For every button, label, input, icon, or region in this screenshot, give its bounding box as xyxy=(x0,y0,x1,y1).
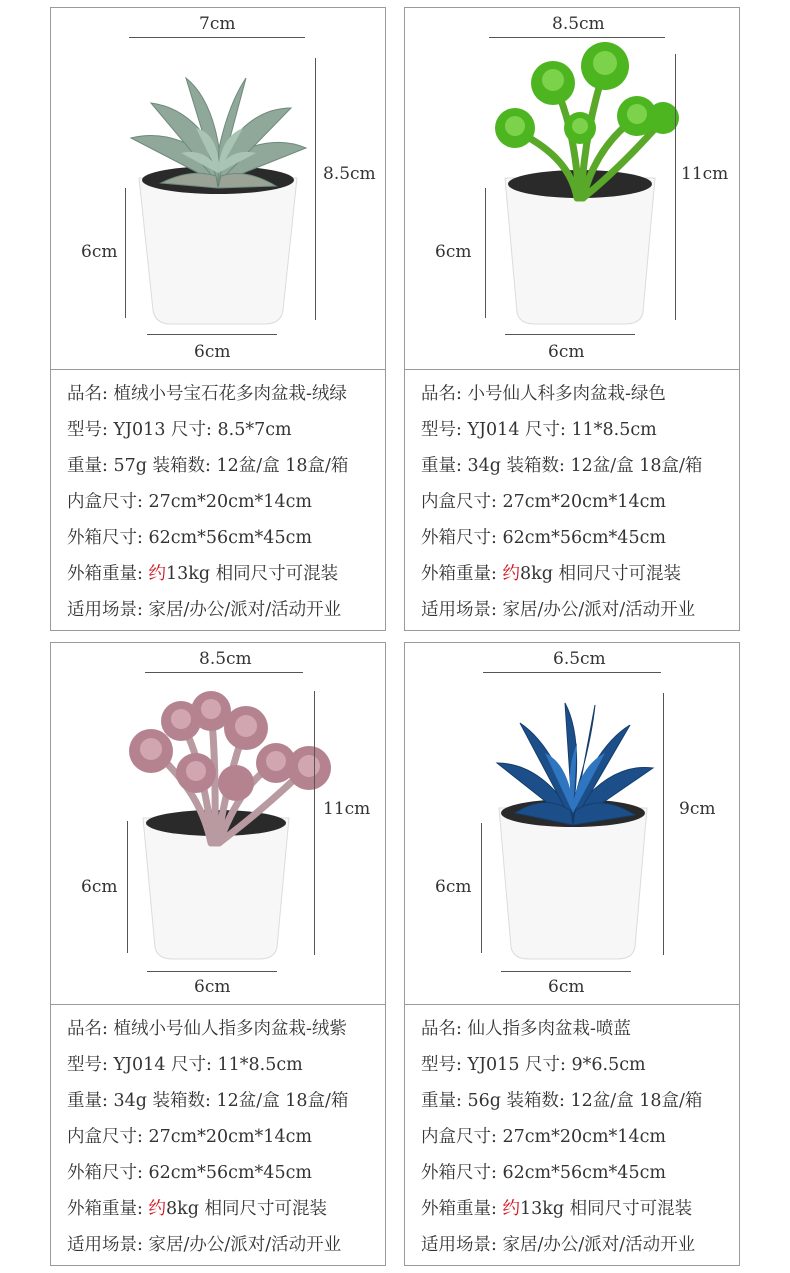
spec-name: 品名: 植绒小号仙人指多肉盆栽-绒紫 xyxy=(67,1019,347,1039)
dimension-line-bottom xyxy=(501,971,631,972)
dimension-right: 11cm xyxy=(323,799,371,819)
spec-inner-box: 内盒尺寸: 27cm*20cm*14cm xyxy=(67,492,312,512)
dimension-line-left xyxy=(125,188,126,318)
dimension-bottom: 6cm xyxy=(548,977,585,997)
plant-image-purple-succulent xyxy=(51,643,387,1004)
spec-list xyxy=(405,1005,739,1265)
spec-list xyxy=(51,370,385,630)
dimension-top: 6.5cm xyxy=(553,649,606,669)
dimension-right: 8.5cm xyxy=(323,164,376,184)
dimension-line-top xyxy=(129,37,305,38)
dimension-top: 8.5cm xyxy=(199,649,252,669)
product-card-4 xyxy=(404,642,740,1266)
approx-highlight: 约 xyxy=(148,1199,166,1219)
approx-highlight: 约 xyxy=(502,564,520,584)
plant-image-green-succulent xyxy=(405,8,741,369)
product-card-2 xyxy=(404,7,740,631)
product-photo xyxy=(51,8,385,370)
spec-name: 品名: 仙人指多肉盆栽-喷蓝 xyxy=(421,1019,631,1039)
spec-outer-box: 外箱尺寸: 62cm*56cm*45cm xyxy=(421,528,666,548)
spec-scene: 适用场景: 家居/办公/派对/活动开业 xyxy=(67,600,342,620)
spec-inner-box: 内盒尺寸: 27cm*20cm*14cm xyxy=(421,492,666,512)
dimension-bottom: 6cm xyxy=(548,342,585,362)
dimension-top: 7cm xyxy=(199,14,236,34)
dimension-line-right xyxy=(675,54,676,320)
spec-weight: 重量: 57g 装箱数: 12盆/盒 18盒/箱 xyxy=(67,456,349,476)
spec-scene: 适用场景: 家居/办公/派对/活动开业 xyxy=(67,1235,342,1255)
dimension-left: 6cm xyxy=(435,877,472,897)
approx-highlight: 约 xyxy=(148,564,166,584)
spec-inner-box: 内盒尺寸: 27cm*20cm*14cm xyxy=(421,1127,666,1147)
spec-outer-weight: 外箱重量: 约13kg 相同尺寸可混装 xyxy=(421,1199,693,1219)
spec-model: 型号: YJ014 尺寸: 11*8.5cm xyxy=(67,1055,303,1075)
spec-weight: 重量: 34g 装箱数: 12盆/盒 18盒/箱 xyxy=(67,1091,349,1111)
product-photo xyxy=(51,643,385,1005)
spec-weight: 重量: 56g 装箱数: 12盆/盒 18盒/箱 xyxy=(421,1091,703,1111)
spec-scene: 适用场景: 家居/办公/派对/活动开业 xyxy=(421,600,696,620)
product-card-3 xyxy=(50,642,386,1266)
dimension-left: 6cm xyxy=(81,877,118,897)
spec-weight: 重量: 34g 装箱数: 12盆/盒 18盒/箱 xyxy=(421,456,703,476)
dimension-line-left xyxy=(481,823,482,953)
spec-inner-box: 内盒尺寸: 27cm*20cm*14cm xyxy=(67,1127,312,1147)
spec-outer-weight: 外箱重量: 约8kg 相同尺寸可混装 xyxy=(421,564,682,584)
dimension-bottom: 6cm xyxy=(194,977,231,997)
spec-outer-box: 外箱尺寸: 62cm*56cm*45cm xyxy=(67,528,312,548)
spec-outer-box: 外箱尺寸: 62cm*56cm*45cm xyxy=(421,1163,666,1183)
dimension-right: 11cm xyxy=(681,164,729,184)
dimension-line-left xyxy=(127,821,128,953)
dimension-line-right xyxy=(663,693,664,955)
plant-image-blue-succulent xyxy=(405,643,741,1004)
dimension-left: 6cm xyxy=(435,242,472,262)
dimension-line-top xyxy=(489,37,665,38)
plant-image-green-echeveria xyxy=(51,8,387,369)
spec-name: 品名: 小号仙人科多肉盆栽-绿色 xyxy=(421,384,666,404)
product-photo xyxy=(405,8,739,370)
dimension-line-bottom xyxy=(147,971,277,972)
spec-model: 型号: YJ014 尺寸: 11*8.5cm xyxy=(421,420,657,440)
spec-scene: 适用场景: 家居/办公/派对/活动开业 xyxy=(421,1235,696,1255)
dimension-line-bottom xyxy=(505,334,635,335)
spec-name: 品名: 植绒小号宝石花多肉盆栽-绒绿 xyxy=(67,384,347,404)
spec-model: 型号: YJ015 尺寸: 9*6.5cm xyxy=(421,1055,646,1075)
dimension-bottom: 6cm xyxy=(194,342,231,362)
dimension-line-left xyxy=(485,188,486,318)
spec-list xyxy=(405,370,739,630)
dimension-line-top xyxy=(145,672,303,673)
dimension-top: 8.5cm xyxy=(552,14,605,34)
spec-model: 型号: YJ013 尺寸: 8.5*7cm xyxy=(67,420,292,440)
dimension-left: 6cm xyxy=(81,242,118,262)
spec-outer-weight: 外箱重量: 约13kg 相同尺寸可混装 xyxy=(67,564,339,584)
product-card-1 xyxy=(50,7,386,631)
dimension-right: 9cm xyxy=(679,799,716,819)
dimension-line-top xyxy=(483,672,661,673)
spec-outer-box: 外箱尺寸: 62cm*56cm*45cm xyxy=(67,1163,312,1183)
spec-outer-weight: 外箱重量: 约8kg 相同尺寸可混装 xyxy=(67,1199,328,1219)
spec-list xyxy=(51,1005,385,1265)
product-photo xyxy=(405,643,739,1005)
dimension-line-right xyxy=(314,691,315,955)
approx-highlight: 约 xyxy=(502,1199,520,1219)
dimension-line-bottom xyxy=(147,334,277,335)
dimension-line-right xyxy=(315,58,316,320)
